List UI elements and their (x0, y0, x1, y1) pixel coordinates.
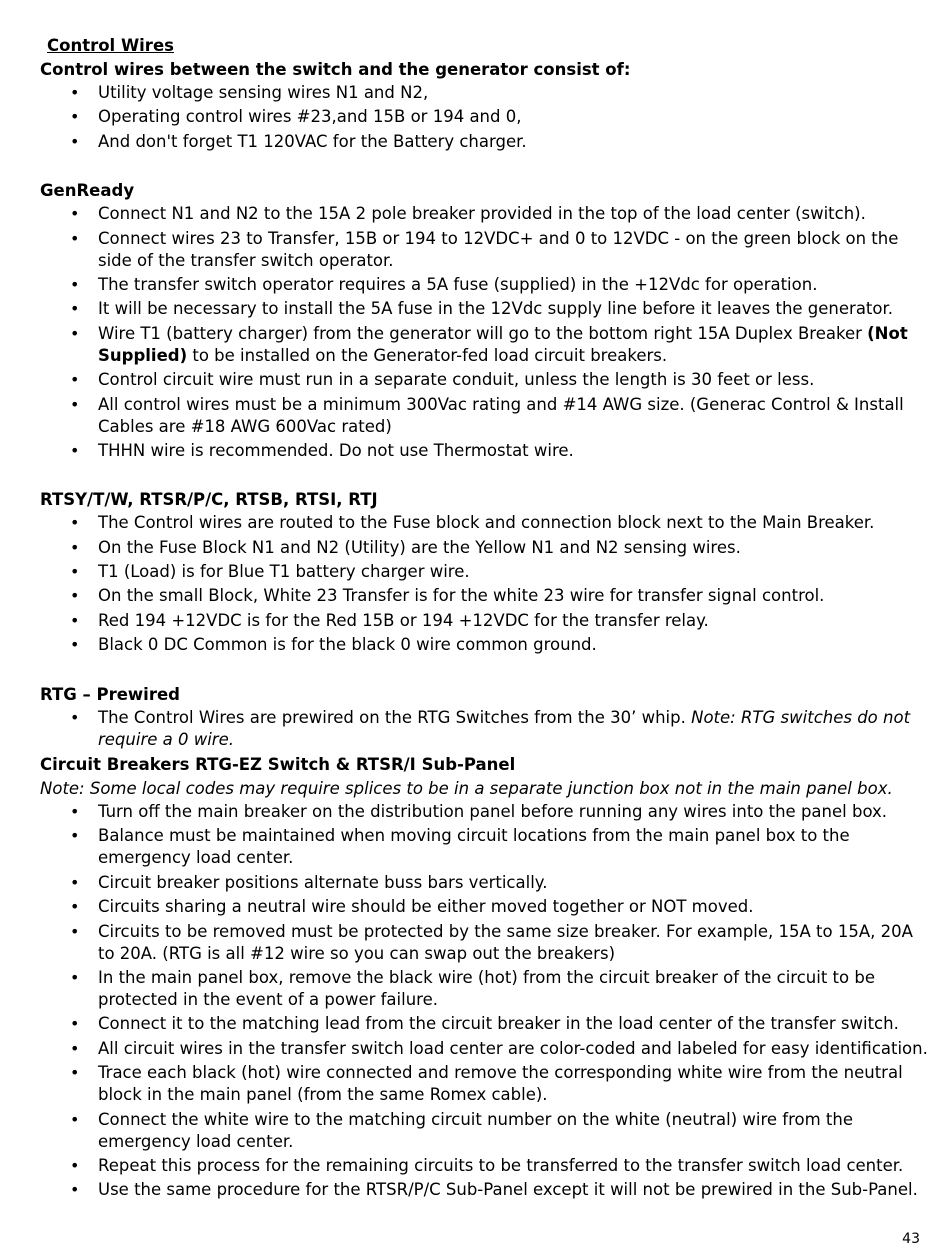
list-item: • Connect the white wire to the matching circuit number on the white (neutral) wire from the emergency load center. (40, 1109, 930, 1153)
control-wires-list (40, 82, 930, 153)
breakers-title: Circuit Breakers RTG-EZ Switch & RTSR/I Sub-Panel (40, 755, 516, 775)
breakers-list (40, 801, 930, 1201)
list-item: • Black 0 DC Common is for the black 0 wire common ground. (40, 634, 930, 656)
list-item: • In the main panel box, remove the black wire (hot) from the circuit breaker of the circuit to be protected in the event of a power failure. (40, 967, 930, 1011)
list-item: • Operating control wires #23,and 15B or 194 and 0, (40, 106, 930, 128)
list-item: • Repeat this process for the remaining circuits to be transferred to the transfer switch load center. (40, 1155, 930, 1177)
list-item: • On the Fuse Block N1 and N2 (Utility) are the Yellow N1 and N2 sensing wires. (40, 537, 930, 559)
t1-text-before: Wire T1 (battery charger) from the generator will go to the bottom right 15A Duplex Breaker (98, 323, 868, 343)
list-item: • Utility voltage sensing wires N1 and N2, (40, 82, 930, 104)
list-item: • Turn off the main breaker on the distribution panel before running any wires into the panel box. (40, 801, 930, 823)
list-item: • Use the same procedure for the RTSR/P/C Sub-Panel except it will not be prewired in the Sub-Panel. (40, 1179, 930, 1201)
rtg-list (40, 707, 930, 751)
list-item: • Connect it to the matching lead from the circuit breaker in the load center of the transfer switch. (40, 1013, 930, 1035)
rtsy-list (40, 512, 930, 656)
list-item: • It will be necessary to install the 5A fuse in the 12Vdc supply line before it leaves the generator. (40, 298, 930, 320)
list-item: • THHN wire is recommended. Do not use Thermostat wire. (40, 440, 930, 462)
list-item: • All control wires must be a minimum 300Vac rating and #14 AWG size. (Generac Control & Install Cables are #18 AWG 600Vac rated) (40, 394, 930, 438)
list-item: • Control circuit wire must run in a separate conduit, unless the length is 30 feet or less. (40, 369, 930, 391)
list-item: • On the small Block, White 23 Transfer is for the white 23 wire for transfer signal control. (40, 585, 930, 607)
list-item: • And don't forget T1 120VAC for the Battery charger. (40, 131, 930, 153)
list-item: • Circuit breaker positions alternate buss bars vertically. (40, 872, 930, 894)
list-item: • Red 194 +12VDC is for the Red 15B or 194 +12VDC for the transfer relay. (40, 610, 930, 632)
rtg-title: RTG – Prewired (40, 684, 180, 704)
list-item: • Circuits to be removed must be protected by the same size breaker. For example, 15A to 15A, 20A to 20A. (RTG is all #12 wire so you can swap out the breakers) (40, 921, 930, 965)
list-item: • Connect N1 and N2 to the 15A 2 pole breaker provided in the top of the load center (switch). (40, 203, 930, 225)
page-number: 43 (902, 1231, 920, 1247)
list-item (40, 707, 930, 751)
list-item (40, 323, 930, 367)
genready-list (40, 203, 930, 462)
list-item: • The Control wires are routed to the Fuse block and connection block next to the Main Breaker. (40, 512, 930, 534)
breakers-note: Note: Some local codes may require splices to be in a separate junction box not in the main panel box. (40, 779, 893, 799)
rtsy-title: RTSY/T/W, RTSR/P/C, RTSB, RTSI, RTJ (40, 490, 378, 510)
list-item: • Trace each black (hot) wire connected and remove the corresponding white wire from the neutral block in the main panel (from the same Romex cable). (40, 1062, 930, 1106)
list-item: • Circuits sharing a neutral wire should be either moved together or NOT moved. (40, 896, 930, 918)
list-item: • Balance must be maintained when moving circuit locations from the main panel box to the emergency load center. (40, 825, 930, 869)
list-item: • The transfer switch operator requires a 5A fuse (supplied) in the +12Vdc for operation. (40, 274, 930, 296)
list-item: • All circuit wires in the transfer switch load center are color-coded and labeled for easy identification. (40, 1038, 930, 1060)
list-item: • T1 (Load) is for Blue T1 battery charger wire. (40, 561, 930, 583)
control-wires-title: Control Wires (47, 36, 174, 55)
genready-title: GenReady (40, 181, 135, 201)
rtg-item-note: Note: RTG switches do not require a 0 wire. (98, 707, 911, 749)
rtg-item-text: The Control Wires are prewired on the RTG Switches from the 30’ whip. (98, 707, 692, 727)
control-wires-subtitle: Control wires between the switch and the generator consist of: (40, 60, 631, 79)
not-supplied-emphasis: (Not Supplied) (98, 323, 908, 365)
list-item: • Connect wires 23 to Transfer, 15B or 194 to 12VDC+ and 0 to 12VDC - on the green block on the side of the transfer switch operator. (40, 228, 930, 272)
t1-text-after: to be installed on the Generator-fed load circuit breakers. (187, 345, 668, 365)
document-page (40, 34, 930, 1204)
